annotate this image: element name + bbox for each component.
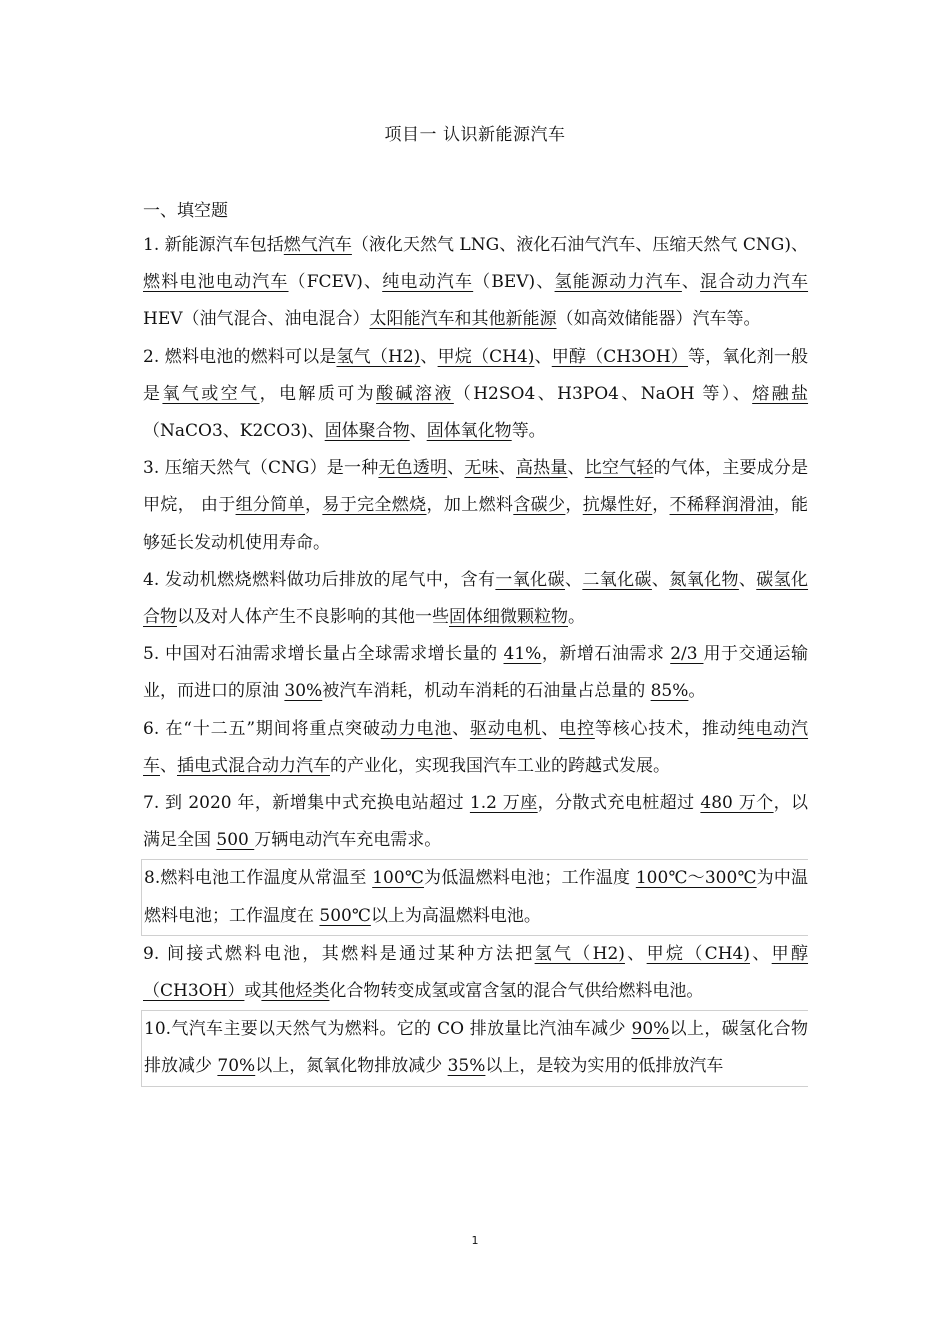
answer-blank: 氮氧化物 [669,569,739,590]
question-text: 、 [534,346,552,367]
question-text: 2. 燃料电池的燃料可以是 [143,346,337,367]
question-text: ，加上燃料 [426,495,514,516]
answer-blank: 氧气或空气 [162,383,260,404]
answer-blank: 纯电动汽车 [382,272,474,293]
question-text: 5. 中国对石油需求增长量占全球需求增长量的 [143,644,504,665]
question-text: HEV（油气混合、油电混合） [143,309,370,330]
answer-blank: 70% [217,1056,256,1077]
question-text: 。 [688,681,706,702]
page-number: 1 [471,1234,479,1247]
answer-blank: 无色透明 [378,458,448,479]
answer-blank: 480 万个 [700,793,774,814]
answer-blank: 甲烷（CH4) [646,943,750,964]
question-text: ，电解质可为 [259,383,377,404]
question-text: （BEV)、 [473,272,555,293]
answer-blank: 易于完全燃烧 [322,495,427,516]
question-text: ，新增石油需求 [541,644,671,665]
answer-blank: 纯电动汽车 [143,718,809,776]
question-text: （液化天然气 LNG、液化石油气汽车、压缩天然气 CNG)、 [351,235,809,255]
question-item [141,859,808,935]
question-text: 、 [564,569,583,590]
answer-blank: 氢气（H2) [336,346,421,367]
answer-blank: 高热量 [515,458,568,479]
question-text: 6. 在“十二五”期间将重点突破 [143,718,381,739]
question-text: ，以满足全国 [143,793,808,851]
question-text: 8.燃料电池工作温度从常温至 [144,868,373,889]
answer-blank: 动力电池 [380,718,453,739]
question-text: ， [652,495,670,516]
answer-blank: 比空气轻 [584,458,654,479]
question-item [143,562,808,636]
answer-blank: 二氧化碳 [582,569,652,590]
question-text: 以上，是较为实用的低排放汽车 [485,1056,724,1077]
answer-blank: 电控 [559,718,595,739]
answer-blank: 驱动电机 [469,718,542,739]
question-text: 。 [568,607,585,628]
question-text: 、 [749,943,772,964]
question-text: ，能够延长发动机使用寿命。 [143,495,809,553]
answer-blank: 30% [284,681,323,702]
question-text: 的气体，主要成分是甲烷， 由于 [143,458,809,516]
question-text: 以及对人体产生不良影响的其他一些 [177,607,449,628]
answer-blank: 甲烷（CH4) [437,346,535,367]
answer-blank: 熔融盐 [752,383,809,404]
question-text: 9. 间接式燃料电池，其燃料是通过某种方法把 [143,943,535,964]
answer-blank: 一氧化碳 [495,569,565,590]
question-text: 以上为高温燃料电池。 [370,905,541,926]
question-text: 为中温燃料电池；工作温度在 [144,868,809,926]
question-text: 或 [244,981,262,1002]
answer-blank: 固体细微颗粒物 [449,607,568,628]
question-text: 以上，氮氧化物排放减少 [255,1056,448,1077]
question-text: 1. 新能源汽车包括 [143,235,284,255]
question-item [143,636,808,710]
question-text: 10.气汽车主要以天然气为燃料。它的 CO 排放量比汽油车减少 [144,1019,632,1040]
question-text: 、 [409,421,427,442]
question-list [143,227,808,1087]
answer-blank: 燃气汽车 [283,235,352,255]
question-text: 、 [738,569,757,590]
answer-blank: 氢气（H2) [534,943,625,964]
question-text: 化合物转变成氢或富含氢的混合气供给燃料电池。 [329,981,704,1002]
question-text: 、 [624,943,647,964]
question-item [143,711,808,785]
answer-blank: 500℃ [319,905,371,926]
question-item [143,785,808,859]
answer-blank: 甲醇（CH3OH） [551,346,689,367]
question-text: 、 [498,458,516,479]
question-text: 、 [420,346,438,367]
answer-blank: 插电式混合动力汽车 [177,755,330,776]
question-text: 7. 到 2020 年，新增集中式充换电站超过 [143,793,470,814]
answer-blank: 燃料电池电动汽车 [143,272,289,293]
question-text: 等核心技术，推动 [594,718,738,739]
question-item [143,339,808,451]
question-text: 、 [160,755,177,776]
question-text: ， [305,495,323,516]
question-text: （H2SO4、H3PO4、NaOH 等）、 [453,383,753,404]
question-text: 、 [452,718,470,739]
answer-blank: 100℃～300℃ [635,868,757,889]
answer-blank: 太阳能汽车和其他新能源 [369,309,557,330]
answer-blank: 混合动力汽车 [700,272,809,293]
answer-blank: 90% [631,1019,670,1040]
page-title: 项目一 认识新能源汽车 [384,125,566,145]
answer-blank: 1.2 万座 [469,793,538,814]
answer-blank: 无味 [464,458,499,479]
answer-blank: 氢能源动力汽车 [554,272,682,293]
question-text: 、 [447,458,465,479]
question-text: （NaCO3、K2CO3)、 [143,421,325,442]
answer-blank: 固体氧化物 [426,421,512,442]
question-item [143,450,808,562]
answer-blank: 2/3 [670,644,704,665]
question-item [143,936,808,1010]
question-text: 万辆电动汽车充电需求。 [254,830,442,851]
answer-blank: 碳氢化合物 [143,569,809,628]
answer-blank: 100℃ [372,868,425,889]
question-text: 被汽车消耗，机动车消耗的石油量占总量的 [322,681,651,702]
answer-blank: 固体聚合物 [324,421,410,442]
question-text: 等，氧化剂一般是 [143,346,809,404]
question-text: （FCEV)、 [288,272,383,293]
question-text: 、 [541,718,560,739]
answer-blank: 其他烃类 [261,981,330,1002]
question-text: 4. 发动机燃烧燃料做功后排放的尾气中，含有 [143,569,496,590]
question-item [141,1010,808,1086]
answer-blank: 抗爆性好 [582,495,653,516]
answer-blank: 35% [447,1056,486,1077]
answer-blank: 41% [503,644,542,665]
question-text: 、 [681,272,701,293]
answer-blank: 甲醇（CH3OH） [143,943,809,1002]
question-text: 的产业化，实现我国汽车工业的跨越式发展。 [330,755,670,776]
answer-blank: 含碳少 [513,495,566,516]
question-text: 、 [567,458,585,479]
question-text: 用于交通运输业，而进口的原油 [143,644,808,702]
question-text: 为低温燃料电池；工作温度 [424,868,636,889]
answer-blank: 酸碱溶液 [376,383,454,404]
answer-blank: 不稀释润滑油 [669,495,774,516]
question-text: 、 [651,569,670,590]
question-item [143,227,808,339]
section-heading: 一、填空题 [143,201,228,221]
question-text: ， [565,495,583,516]
question-text: 以上，碳氢化合物排放减少 [144,1019,808,1077]
question-text: ，分散式充电桩超过 [537,793,701,814]
question-text: 等。 [511,421,546,442]
answer-blank: 85% [650,681,689,702]
question-text: （如高效储能器）汽车等。 [556,309,761,330]
question-text: 3. 压缩天然气（CNG）是一种 [143,458,379,479]
answer-blank: 500 [216,830,255,851]
answer-blank: 组分简单 [235,495,305,516]
